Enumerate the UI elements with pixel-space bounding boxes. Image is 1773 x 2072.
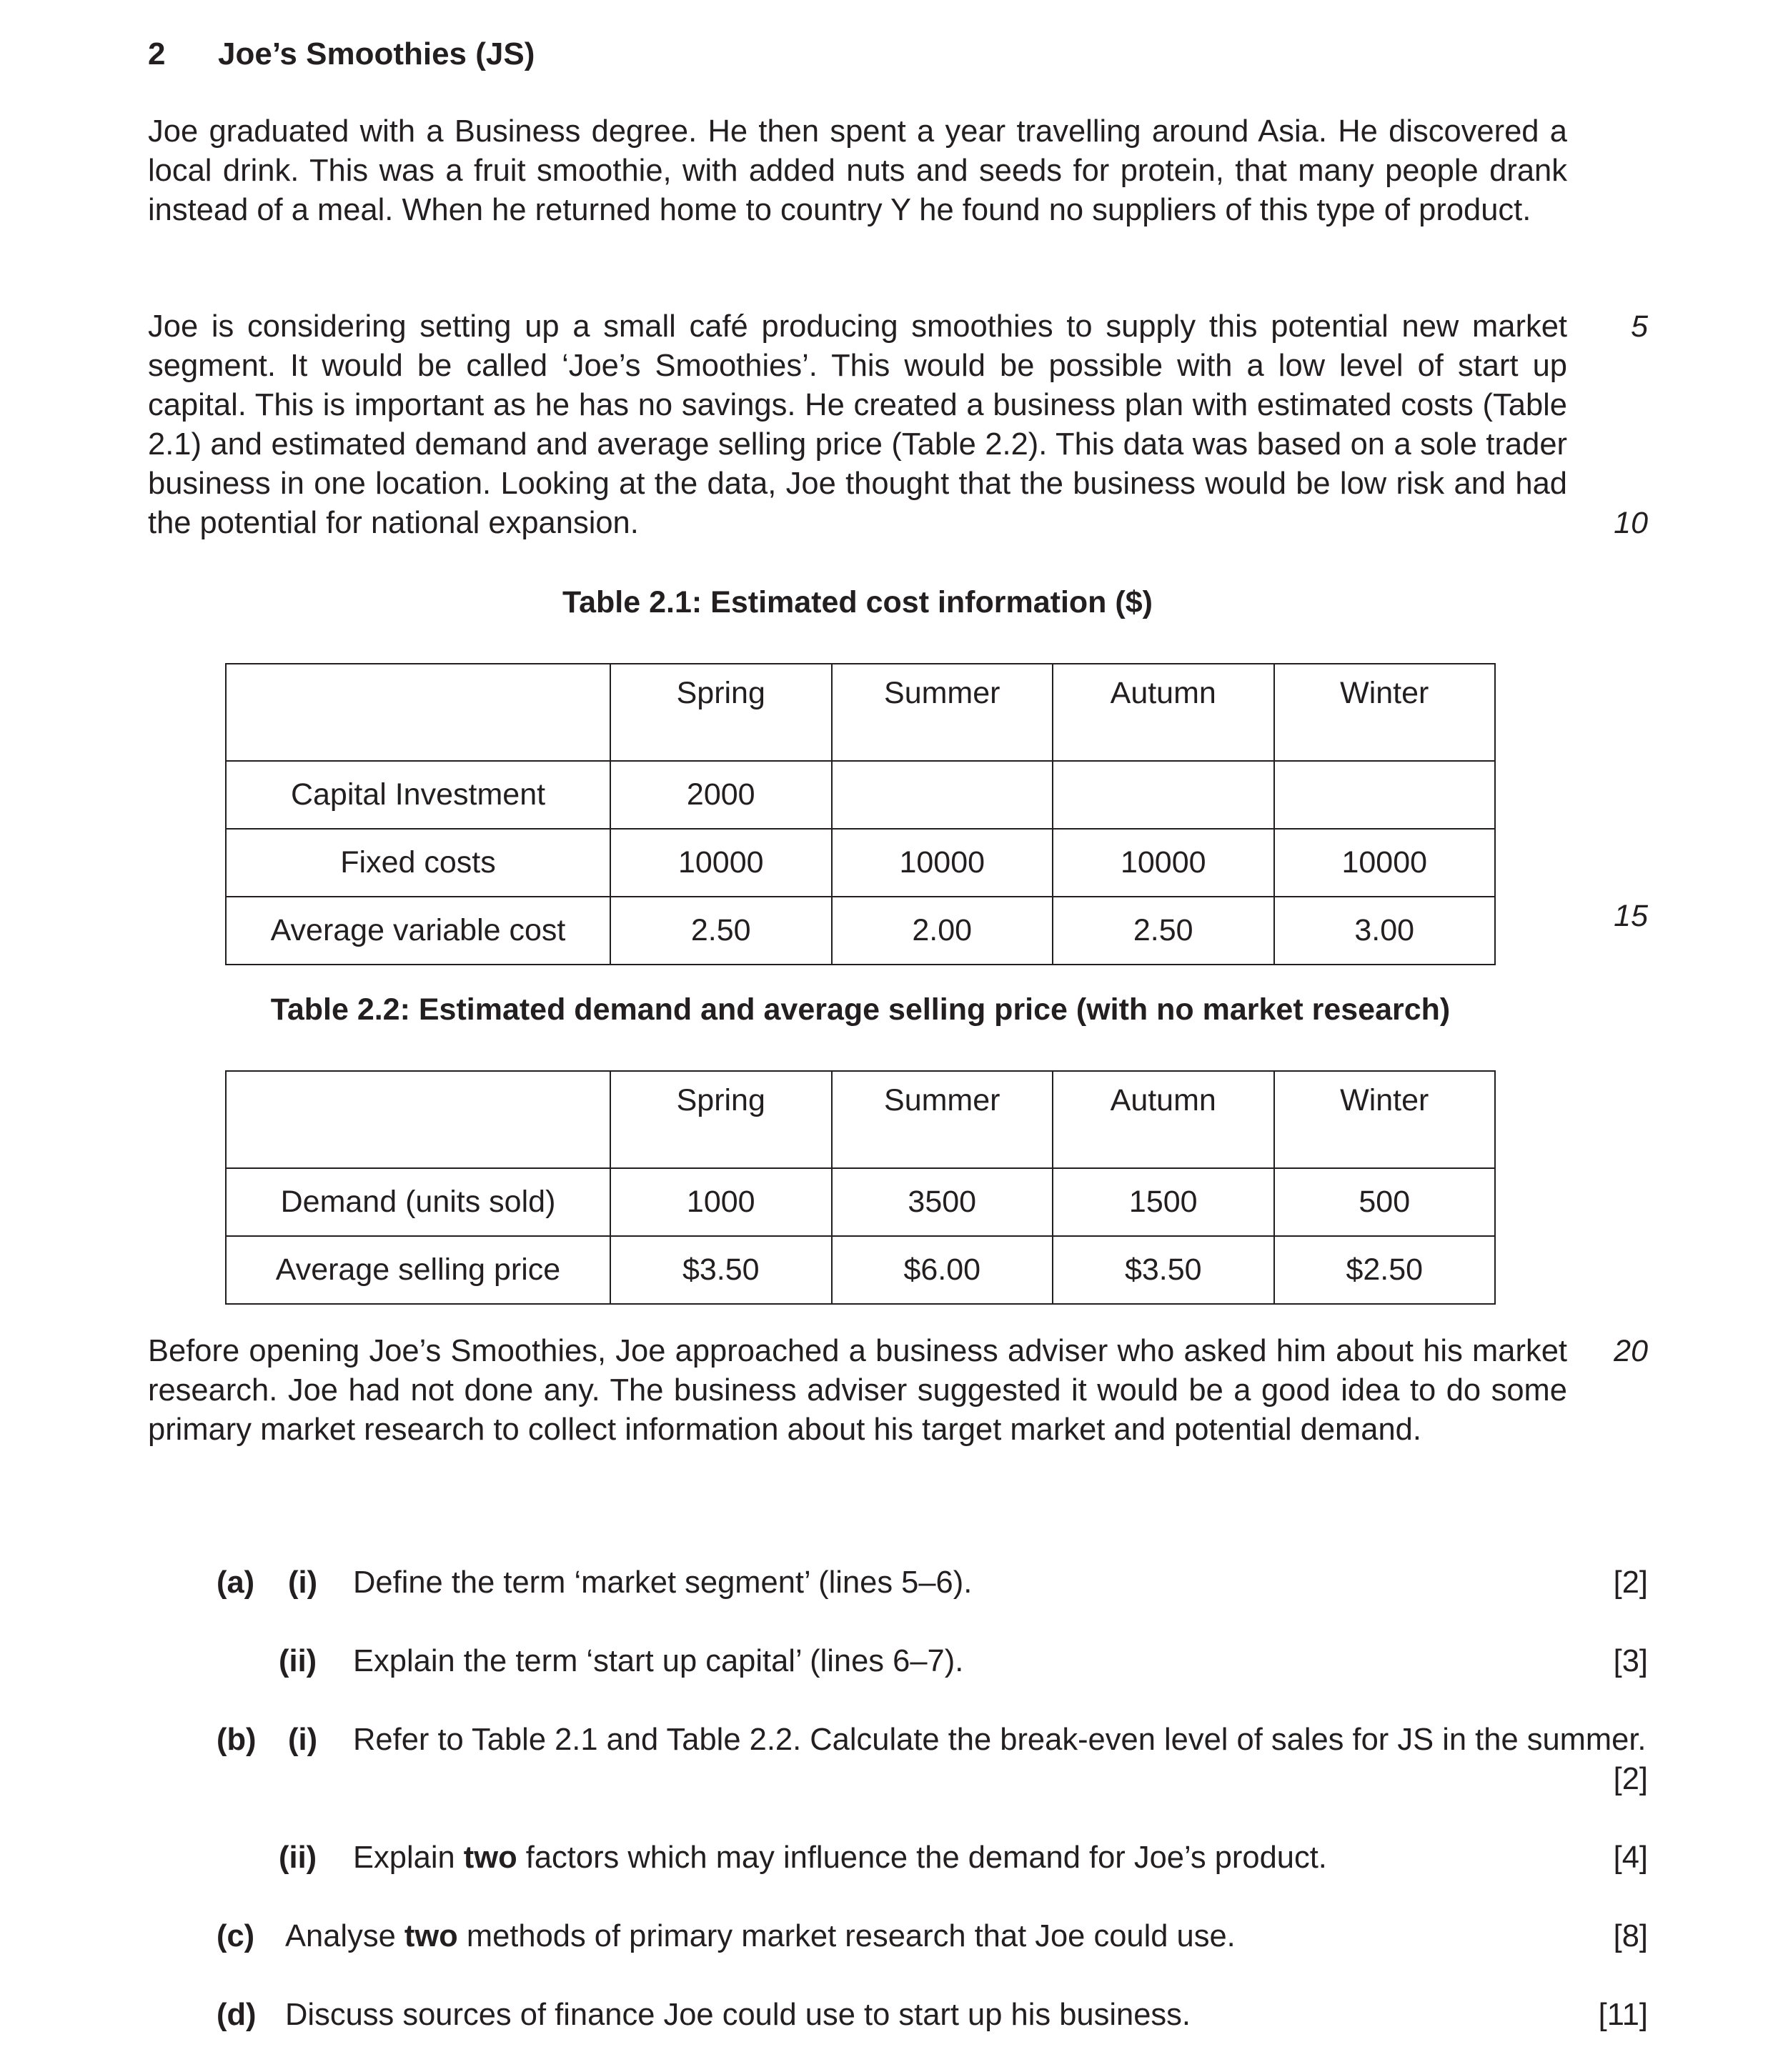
text-segment: Analyse xyxy=(285,1919,396,1953)
column-header: Autumn xyxy=(1053,1071,1274,1168)
table-cell: 500 xyxy=(1274,1168,1496,1236)
column-header: Winter xyxy=(1274,1071,1496,1168)
question-d-text: Discuss sources of finance Joe could use to start up his business. xyxy=(285,1998,1191,2032)
question-c-text xyxy=(285,1917,1236,1956)
table-cell: 3500 xyxy=(832,1168,1053,1236)
table-row xyxy=(226,1168,1495,1236)
intro-paragraph xyxy=(148,112,1567,230)
table-cell xyxy=(1053,761,1274,829)
table-cell xyxy=(1274,761,1496,829)
table-corner-cell xyxy=(226,1071,610,1168)
line-number-5: 5 xyxy=(1631,309,1648,344)
table-row xyxy=(226,897,1495,965)
marks-b-i: [2] xyxy=(1613,1762,1648,1796)
row-label: Fixed costs xyxy=(226,829,610,897)
line-number-10: 10 xyxy=(1614,506,1648,540)
column-header: Summer xyxy=(832,664,1053,761)
part-c-label: (c) xyxy=(217,1919,255,1953)
marks-c: [8] xyxy=(1613,1919,1648,1953)
column-header: Spring xyxy=(610,664,832,761)
marks-a-ii: [3] xyxy=(1613,1644,1648,1678)
subpart-i-label: (i) xyxy=(288,1565,318,1600)
subpart-ii-label: (ii) xyxy=(279,1841,317,1875)
table-cell: $2.50 xyxy=(1274,1236,1496,1304)
question-a-i-text: Define the term ‘market segment’ (lines 5–6). xyxy=(353,1565,973,1600)
part-a-label: (a) xyxy=(217,1565,255,1600)
question-title: Joe’s Smoothies (JS) xyxy=(218,36,535,71)
paragraph-text: Joe is considering setting up a small café producing smoothies to supply this potential new market segment. It would be called ‘Joe’s Smoothies’. This would be possible with a low level of start up capital. This is important as he has no savings. He created a business plan with estimated costs (Table 2.1) and estimated demand and average selling price (Table 2.2). This data was based on a sole trader business in one location. Looking at the data, Joe thought that the business would be low risk and had the potential for national expansion. xyxy=(148,309,1567,540)
row-label: Average variable cost xyxy=(226,897,610,965)
paragraph-text: Joe graduated with a Business degree. He then spent a year travelling around Asia. He discovered a local drink. This was a fruit smoothie, with added nuts and seeds for protein, that many people drank instead of a meal. When he returned home to country Y he found no suppliers of this type of product. xyxy=(148,114,1567,227)
table-cell xyxy=(832,761,1053,829)
table-header-row xyxy=(226,1071,1495,1168)
question-a-ii-text: Explain the term ‘start up capital’ (lines 6–7). xyxy=(353,1644,964,1678)
table-2-2-caption: Table 2.2: Estimated demand and average selling price (with no market research) xyxy=(270,992,1451,1027)
emphasis-two: two xyxy=(404,1919,458,1953)
paragraph-text: Before opening Joe’s Smoothies, Joe approached a business adviser who asked him about his market research. Joe had not done any. The business adviser suggested it would be a good idea to do some primary market research to collect information about his target market and potential demand. xyxy=(148,1334,1567,1447)
table-cell: $6.00 xyxy=(832,1236,1053,1304)
marks-b-ii: [4] xyxy=(1613,1841,1648,1875)
table-header-row xyxy=(226,664,1495,761)
table-row xyxy=(226,829,1495,897)
table-cell: 10000 xyxy=(610,829,832,897)
table-cell: 10000 xyxy=(1053,829,1274,897)
part-b-label: (b) xyxy=(217,1723,257,1757)
question-b-ii-text xyxy=(353,1838,1327,1878)
table-cell: 10000 xyxy=(1274,829,1496,897)
table-2-1-caption: Table 2.1: Estimated cost information ($) xyxy=(562,585,1153,619)
row-label: Demand (units sold) xyxy=(226,1168,610,1236)
row-label: Average selling price xyxy=(226,1236,610,1304)
question-number: 2 xyxy=(148,36,166,71)
table-row xyxy=(226,761,1495,829)
question-b-i-text: Refer to Table 2.1 and Table 2.2. Calculate the break-even level of sales for JS in the summer. xyxy=(353,1723,1647,1757)
line-number-15: 15 xyxy=(1614,899,1648,933)
column-header: Autumn xyxy=(1053,664,1274,761)
table-cell: $3.50 xyxy=(610,1236,832,1304)
table-cell: $3.50 xyxy=(1053,1236,1274,1304)
table-row xyxy=(226,1236,1495,1304)
table-2-2-demand-and-price xyxy=(225,1070,1496,1305)
row-label: Capital Investment xyxy=(226,761,610,829)
line-number-20: 20 xyxy=(1614,1334,1648,1368)
table-cell: 2.00 xyxy=(832,897,1053,965)
table-cell: 2000 xyxy=(610,761,832,829)
text-segment: Explain xyxy=(353,1841,455,1875)
subpart-ii-label: (ii) xyxy=(279,1644,317,1678)
table-2-1-cost-information xyxy=(225,663,1496,965)
table-cell: 2.50 xyxy=(610,897,832,965)
part-d-label: (d) xyxy=(217,1998,257,2032)
table-cell: 2.50 xyxy=(1053,897,1274,965)
market-research-paragraph xyxy=(148,1332,1567,1450)
table-cell: 1500 xyxy=(1053,1168,1274,1236)
column-header: Summer xyxy=(832,1071,1053,1168)
subpart-i-label: (i) xyxy=(288,1723,318,1757)
table-corner-cell xyxy=(226,664,610,761)
table-cell: 3.00 xyxy=(1274,897,1496,965)
business-plan-paragraph xyxy=(148,307,1567,543)
table-cell: 1000 xyxy=(610,1168,832,1236)
emphasis-two: two xyxy=(463,1841,517,1875)
text-segment: methods of primary market research that Joe could use. xyxy=(466,1919,1236,1953)
marks-d: [11] xyxy=(1598,1998,1648,2032)
column-header: Spring xyxy=(610,1071,832,1168)
text-segment: factors which may influence the demand for Joe’s product. xyxy=(525,1841,1327,1875)
column-header: Winter xyxy=(1274,664,1496,761)
table-cell: 10000 xyxy=(832,829,1053,897)
marks-a-i: [2] xyxy=(1613,1565,1648,1600)
